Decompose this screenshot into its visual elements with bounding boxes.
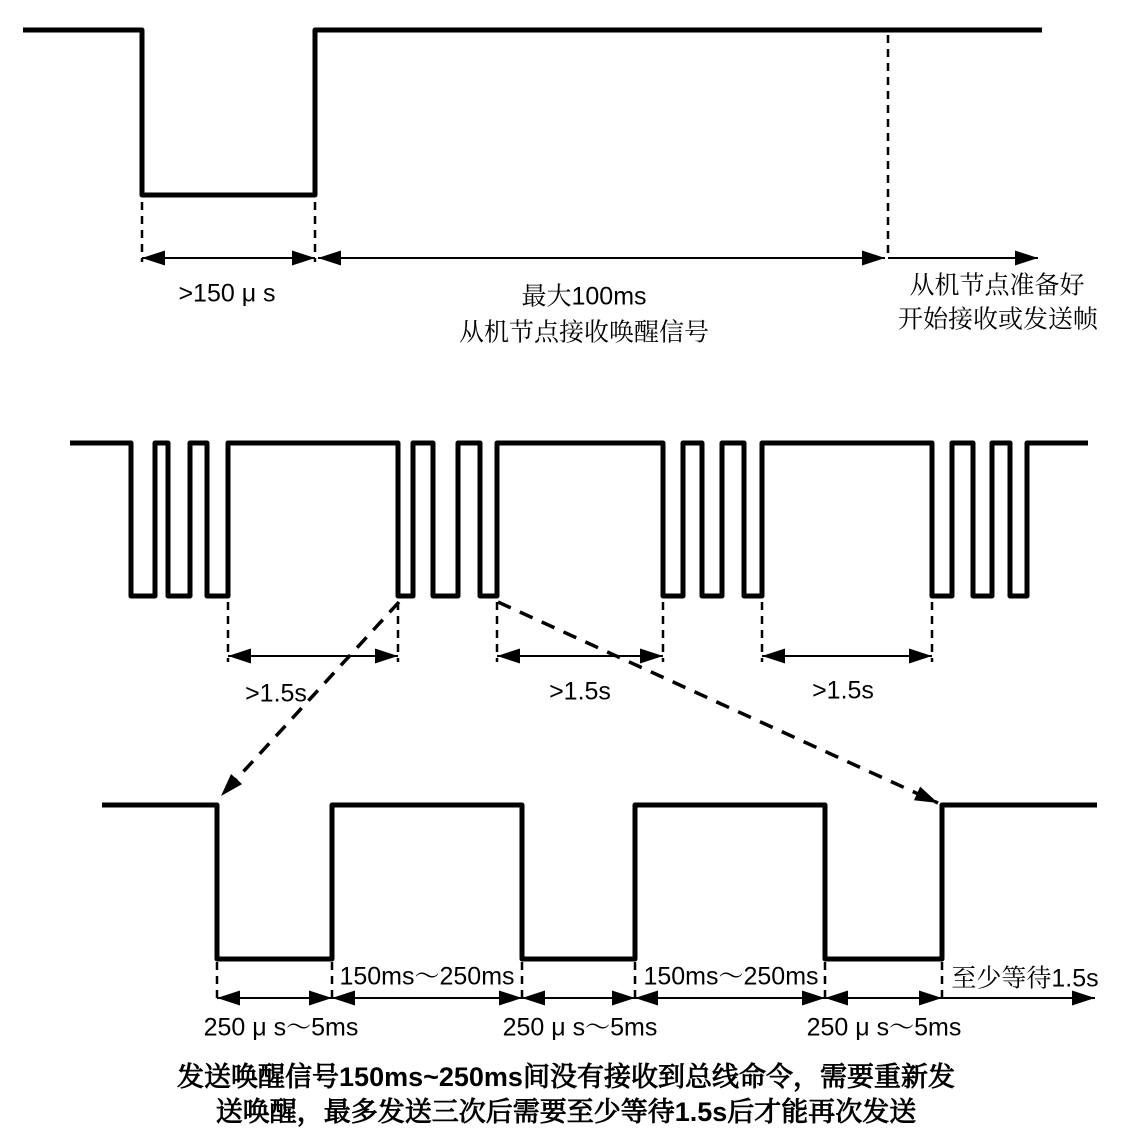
detail-callout-arrowhead [914, 787, 938, 803]
label-max-100ms: 最大100ms [521, 282, 647, 311]
label-250us-5ms-2: 250 μ s～5ms [502, 1013, 658, 1042]
dimension-arrowhead-left [522, 991, 545, 1006]
label-250us-5ms-1: 250 μ s～5ms [203, 1013, 359, 1042]
label-gt-1p5s-3: >1.5s [812, 676, 874, 705]
label-250us-5ms-3: 250 μ s～5ms [806, 1013, 962, 1042]
dimension-arrowhead-left [497, 649, 520, 664]
label-receive-wakeup: 从机节点接收唤醒信号 [458, 318, 710, 347]
dimension-arrowhead-right [292, 251, 315, 266]
dimension-arrowhead-right [802, 991, 825, 1006]
label-gt-1p5s-1: >1.5s [245, 679, 307, 708]
dimension-arrowhead-right [309, 991, 332, 1006]
dimension-arrowhead-left [762, 649, 785, 664]
label-150-250ms-2: 150ms～250ms [643, 962, 819, 991]
label-slave-ready-1: 从机节点准备好 [909, 271, 1085, 300]
wakeup-burst-train-waveform [70, 443, 1088, 596]
dimension-arrowhead-left [825, 991, 848, 1006]
dimension-arrowhead-right [640, 649, 663, 664]
label-150-250ms-1: 150ms～250ms [339, 962, 515, 991]
label-slave-ready-2: 开始接收或发送帧 [897, 305, 1099, 334]
dimension-arrowhead-right [909, 649, 932, 664]
label-wait-1p5s: 至少等待1.5s [951, 964, 1099, 993]
dimension-arrowhead-left [142, 251, 165, 266]
label-gt-1p5s-2: >1.5s [549, 677, 611, 706]
dimension-arrowhead-left [332, 991, 355, 1006]
dimension-arrowhead-right [612, 991, 635, 1006]
label-gt-150us: >150 μ s [178, 279, 276, 308]
wakeup-burst-detail-waveform [102, 805, 1097, 959]
dimension-arrowhead-right [375, 649, 398, 664]
note-line-2: 送唤醒，最多发送三次后需要至少等待1.5s后才能再次发送 [215, 1097, 917, 1128]
dimension-arrowhead-left [635, 991, 658, 1006]
note-line-1: 发送唤醒信号150ms~250ms间没有接收到总线命令，需要重新发 [177, 1062, 955, 1093]
dimension-arrowhead-left [318, 251, 341, 266]
dimension-arrowhead-right [1072, 991, 1095, 1006]
dimension-arrowhead-left [228, 649, 251, 664]
detail-callout-arrowhead [221, 774, 242, 796]
dimension-arrowhead-right [1015, 251, 1038, 266]
dimension-arrowhead-left [217, 991, 240, 1006]
dimension-arrowhead-right [919, 991, 942, 1006]
dimension-arrowhead-right [499, 991, 522, 1006]
dimension-arrowhead-right [862, 251, 885, 266]
